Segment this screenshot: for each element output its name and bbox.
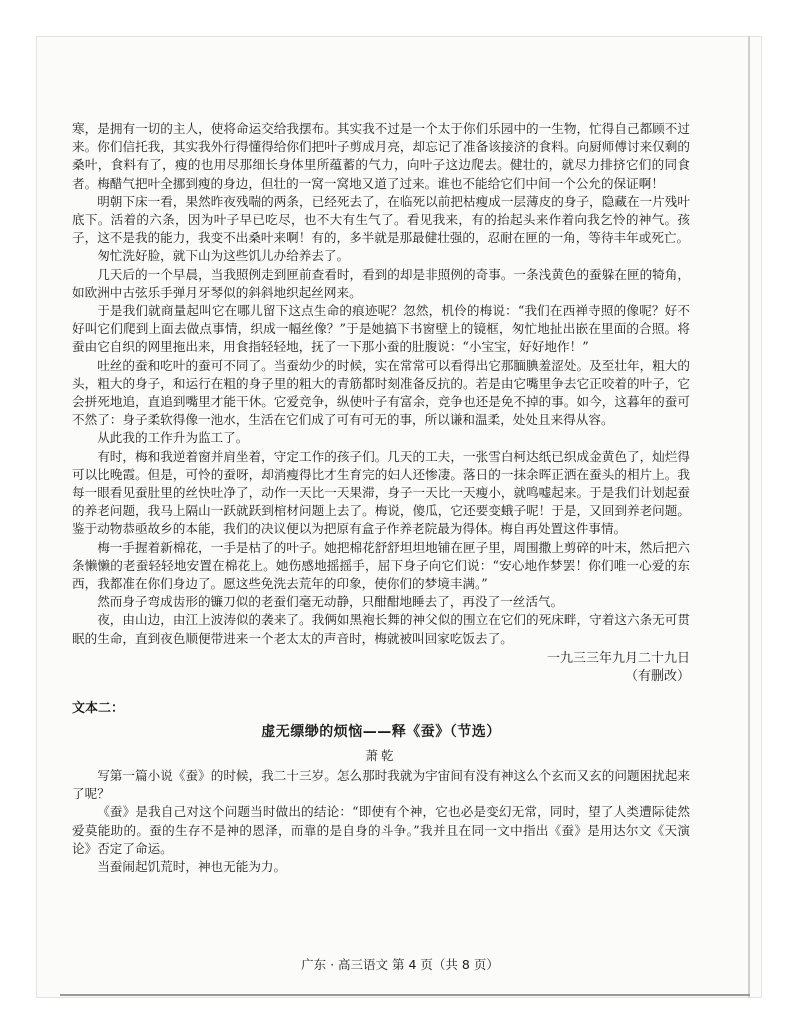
text1-date: 一九三三年九月二十九日 [546,650,690,666]
text1-edit-note: （有删改） [624,669,690,685]
text2-paragraph-3: 当蚕闹起饥荒时，神也无能为力。 [97,858,287,874]
text1-paragraph-4: 几天后的一个早晨，当我照例走到匣前查看时，看到的却是非照例的奇事。一条浅黄色的蚕躲在匣的犄角，如欧洲中古弦乐手弹月牙琴似的斜斜地织起丝网来。 [72,266,690,300]
text1-paragraph-11: 夜，由山边，由江上波涛似的袭来了。我俩如黑袍长舞的神父似的围立在它们的死床畔，守着这六条无可贯眠的生命，直到夜色顺便带进来一个老太太的声音时，梅就被叫回家吃饭去了。 [72,612,690,646]
sheet-edge-right [748,36,750,998]
text1-paragraph-7: 从此我的工作升为监工了。 [97,430,249,446]
exam-content [72,120,690,876]
text1-paragraph-8: 有时，梅和我逆着窗并肩坐着，守定工作的孩子们。几天的工夫，一张雪白柯达纸已织成金黄色了，灿烂得可以比晚霞。但是，可怜的蚕呀，却消瘦得比才生育完的妇人还惨凄。落日的一抹余晖正洒在蚕头的相片上。我每一眼看见蚕肚里的丝快吐净了，动作一天比一天果滞，身子一天比一天瘦小，就鸣嘘起来。于是我们计划起蚕的养老问题，我马上隔山一跃就跃到棺材问题上去了。梅说，傻瓜，它还要变蛾子呢！于是，又回到养老问题。鉴于动物恭亟故乡的本能，我们的决议便以为把原有盒子作养老院最为得体。梅自再处置这件事情。 [72,448,690,537]
text1-paragraph-2: 明朝下床一看，果然昨夜残喘的两条，已经死去了，在临死以前把枯瘦成一层薄皮的身子，隐藏在一片残叶底下。活着的六条，因为叶子早已吃尽，也不大有生气了。看见我来，有的抬起头来作着向我乞怜的神气。孩子，这不是我的能力，我变不出桑叶来啊！有的，多半就是那最健壮强的，忍耐在匣的一角，等待丰年或死亡。 [72,193,690,246]
text2-paragraph-1: 写第一篇小说《蚕》的时候，我二十三岁。怎么那时我就为宇宙间有没有神这么个玄而又玄的问题困扰起来了呢？ [72,767,690,802]
text2-label: 文本二： [72,701,125,717]
text2-paragraph-2: 《蚕》是我自己对这个问题当时做出的结论：“即使有个神，它也必是变幻无常，同时，望了人类遭际徒然爱莫能助的。蚕的生存不是神的恩泽，而靠的是自身的斗争。”我并且在同一文中指出《蚕》是用达尔文《天演论》否定了命运。 [72,804,690,856]
text1-paragraph-1: 寒，是拥有一切的主人，使将命运交给我摆布。其实我不过是一个太于你们乐园中的一生物，忙得自己都顾不过来。你们信托我，其实我外行得懂得给你们把叶子剪成月亮，却忘记了准备该接济的食料。向厨师傅讨来仅剩的桑叶，食料有了，瘦的也用尽那细长身体里所蕴蓄的气力，向叶子这边爬去。健壮的，就尽力排挤它们的同食者。梅醋气把叶全挪到瘦的身边，但壮的一窝一窝地又道了过来。谁也不能给它们中间一个公允的保证啊！ [72,121,690,191]
sheet-edge-bottom [60,994,750,996]
text1-paragraph-6: 吐丝的蚕和吃叶的蚕可不同了。当蚕幼少的时候，实在常常可以看得出它那腼腆羞涩处。及至壮年，粗大的头，粗大的身子，和运行在粗的身子里的粗大的青筋都时刻准备反抗的。若是由它嘴里争去它正咬着的叶子，它会拼死地追，直追到嘴里才能干休。它爱竞争，纵使叶子有富余，竞争也还是免不掉的事。如今，这暮年的蚕可不然了：身子柔软得像一池水，生活在它们成了可有可无的事，所以谦和温柔，处处且来得从容。 [72,357,690,428]
text1-paragraph-5: 于是我们就商量起叫它在哪儿留下这点生命的痕迹呢？忽然，机伶的梅说：“我们在西禅寺照的像呢？好不好叫它们爬到上面去做点事情，织成一幅丝像？”于是她搞下书窗壁上的镜框，匆忙地扯出嵌在里面的合照。将蚕由它自织的网里拖出来，用食指轻轻地，抚了一下那小蚕的肚腹说：“小宝宝，好好地作！” [72,303,690,355]
page-footer: 广东 · 高三语文 第 4 页（共 8 页） [301,957,499,972]
text2-author: 萧乾 [365,747,397,763]
text1-paragraph-9: 梅一手握着新棉花，一手是枯了的叶子。她把棉花舒舒坦坦地铺在匣子里，周围撒上剪碎的叶末，然后把六条懒懒的老蚕轻轻地安置在棉花上。她伤感地摇摇手，屈下身子向它们说：“安心地作梦罢！你们唯一心爱的东西，我都准在你们身边了。愿这些免洗去荒年的印象，使你们的梦境丰满。” [72,539,690,592]
text2-title: 虚无缥缈的烦恼——释《蚕》（节选） [261,723,501,740]
text1-paragraph-10: 然而身子弯成齿形的镰刀似的老蚕们毫无动静，只酣酣地睡去了，再没了一丝活气。 [97,594,564,610]
text1-paragraph-3: 匆忙洗好脸，就下山为这些饥儿办给养去了。 [97,248,350,264]
